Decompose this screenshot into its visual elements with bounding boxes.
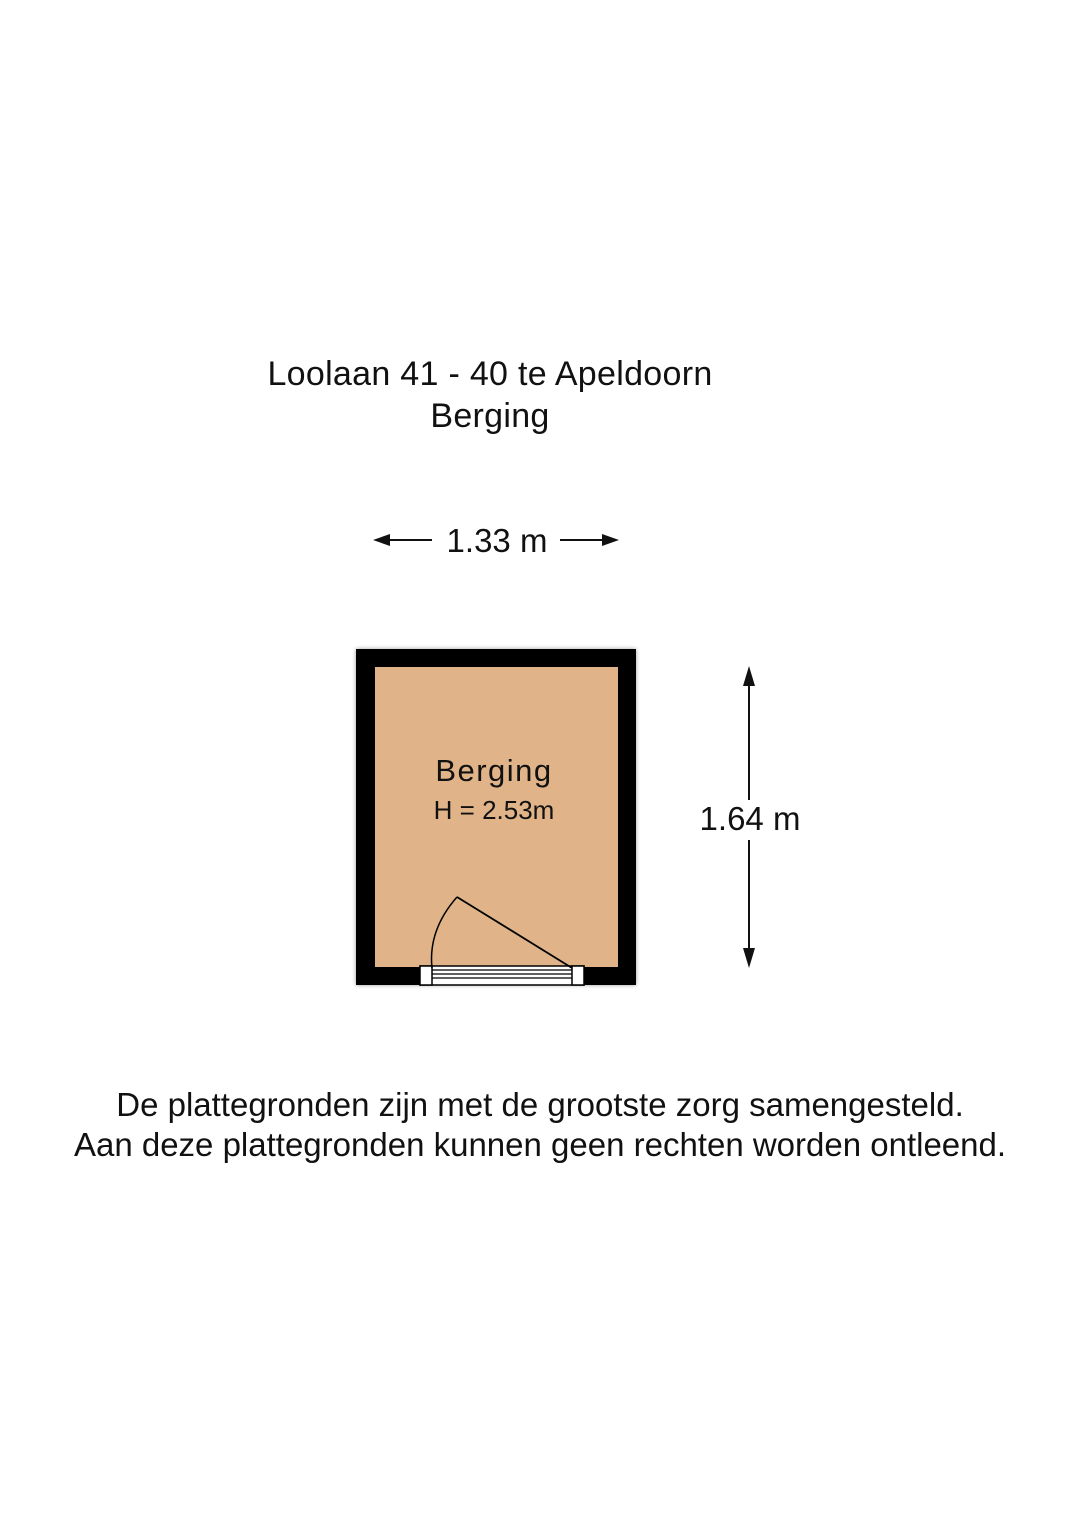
depth-arrow-top-head (743, 666, 755, 686)
door-jamb-left (420, 966, 432, 985)
width-arrow-left-head (373, 534, 390, 546)
disclaimer-line-1: De plattegronden zijn met de grootste zorg samengesteld. (116, 1086, 964, 1123)
door-jamb-right (572, 966, 584, 985)
width-dimension (373, 522, 619, 559)
depth-arrow-bottom-head (743, 948, 755, 968)
width-label: 1.33 m (446, 522, 548, 559)
disclaimer-line-2: Aan deze plattegronden kunnen geen rechten worden ontleend. (73, 1126, 1007, 1163)
depth-dimension (700, 666, 801, 968)
plan-address-title: Loolaan 41 - 40 te Apeldoorn (267, 355, 713, 393)
width-arrow-right-head (602, 534, 619, 546)
room-name-label: Berging (435, 753, 553, 788)
room-height-label: H = 2.53m (433, 795, 555, 825)
room-berging (356, 649, 636, 985)
depth-label: 1.64 m (699, 800, 801, 837)
door-opening (420, 966, 584, 985)
plan-floor-title: Berging (430, 397, 550, 435)
